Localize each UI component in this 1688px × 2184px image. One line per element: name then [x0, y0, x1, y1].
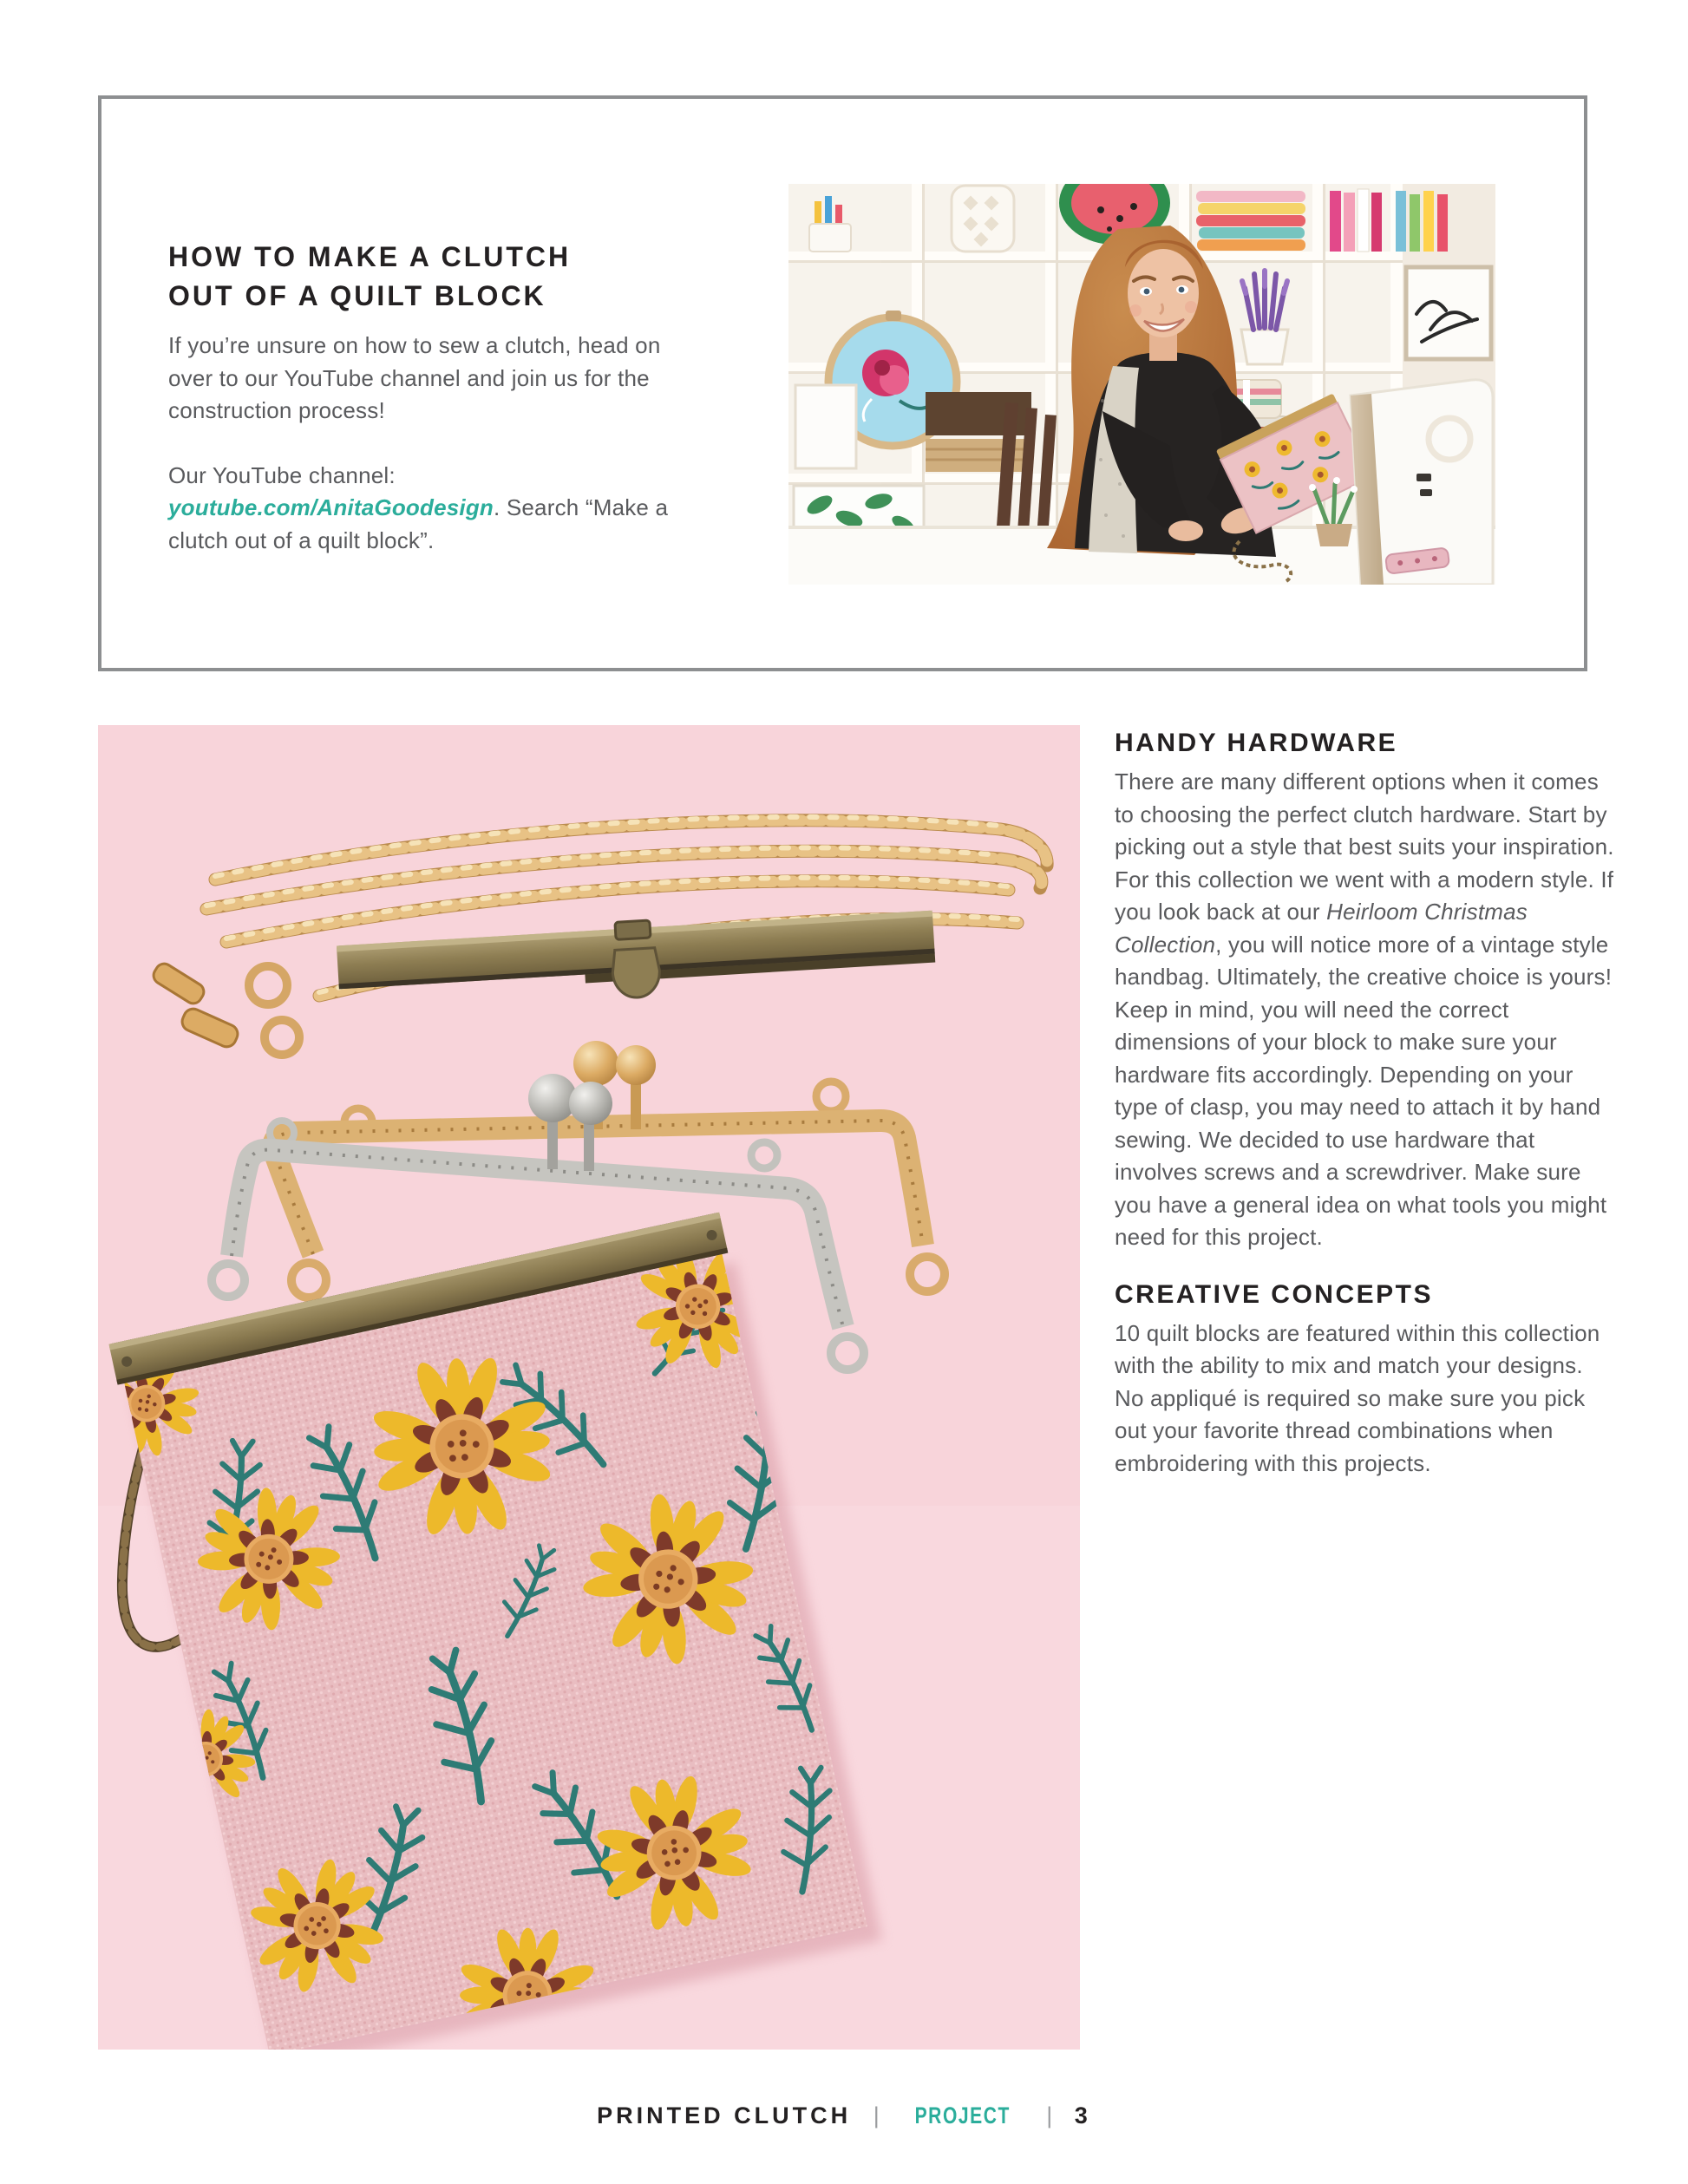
white-lantern	[952, 186, 1014, 252]
howto-body: If you’re unsure on how to sew a clutch, head on over to our YouTube channel and join us for the construction process!	[168, 332, 661, 423]
footer-brand: PRINTED CLUTCH	[597, 2102, 852, 2128]
fabric-stack	[1196, 191, 1305, 251]
concepts-block	[1115, 1280, 1618, 1481]
hardware-heading: HANDY HARDWARE	[1115, 729, 1398, 757]
clutch-hardware-photo	[98, 725, 1080, 2050]
concepts-heading: CREATIVE CONCEPTS	[1115, 1279, 1433, 1309]
howto-text-block	[168, 238, 677, 557]
footer-separator: |	[1046, 2102, 1053, 2128]
howto-heading-line2: OUT OF A QUILT BLOCK	[168, 280, 546, 311]
howto-heading	[168, 238, 677, 316]
right-text-column	[1115, 729, 1618, 1480]
footer-section-label: PROJECT	[914, 2102, 1011, 2128]
youtube-channel-link[interactable]: youtube.com/AnitaGoodesign	[168, 494, 494, 520]
wall-art-frame	[1406, 267, 1491, 359]
studio-photo	[788, 184, 1495, 585]
howto-heading-line1: HOW TO MAKE A CLUTCH	[168, 241, 572, 272]
hardware-body	[1115, 766, 1618, 1254]
footer-page-number: 3	[1074, 2102, 1091, 2128]
channel-suffix: . Search “Make a clutch out of a quilt block”.	[168, 494, 669, 553]
channel-prefix: Our YouTube channel:	[168, 461, 396, 488]
page-footer	[0, 2102, 1688, 2129]
hardware-body-part2: , you will notice more of a vintage style handbag. Ultimately, the creative choice is yours! Keep in mind, you will need the correct dimensions of your block to make sure your hardware fits accordingly. Depending on your type of clasp, you may need to attach it by hand sewing. We decided to use hardware that involves screws and a screwdriver. Make sure you have a general idea on what tools you might need for this project.	[1115, 931, 1613, 1250]
howto-info-box	[98, 95, 1587, 671]
chair-back	[996, 402, 1057, 539]
left-hand	[1168, 520, 1203, 541]
howto-channel-paragraph	[168, 460, 677, 558]
concepts-body: 10 quilt blocks are featured within this collection with the ability to mix and match your designs. No appliqué is required so make sure you pick out your favorite thread combinations when embroidering with this projects.	[1115, 1319, 1600, 1476]
footer-separator: |	[873, 2102, 880, 2128]
hardware-body-part1: There are many different options when it comes to choosing the perfect clutch hardware. Start by picking out a style that best suits your inspiration. For this collection we went with a modern style. If you look back at our	[1115, 768, 1614, 925]
hardware-collection-name: Heirloom Christmas Collection	[1115, 899, 1528, 958]
